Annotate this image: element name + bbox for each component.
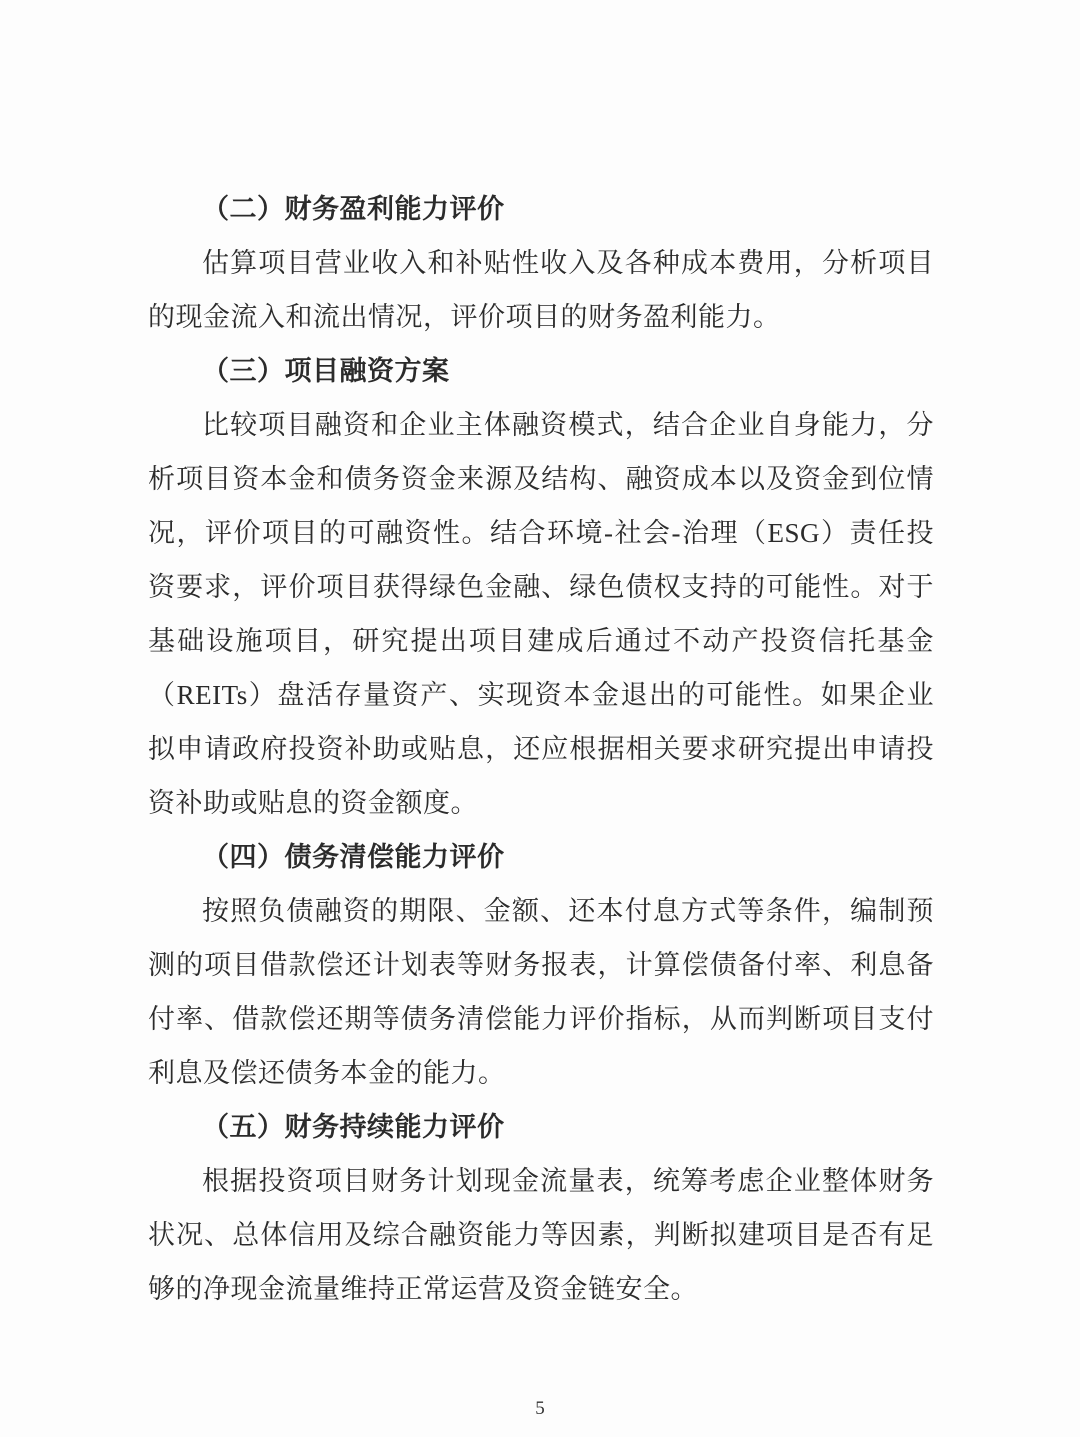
section-heading: （三）项目融资方案: [202, 356, 450, 386]
page-number: 5: [535, 1398, 545, 1419]
section-financial-sustainability: [148, 1100, 934, 1316]
section-heading: （二）财务盈利能力评价: [202, 194, 505, 224]
section-paragraph: 按照负债融资的期限、金额、还本付息方式等条件，编制预测的项目借款偿还计划表等财务报表，计算偿债备付率、利息备付率、借款偿还期等债务清偿能力评价指标，从而判断项目支付利息及偿还债务本金的能力。: [148, 896, 934, 1088]
section-heading: （四）债务清偿能力评价: [202, 842, 505, 872]
section-financial-profitability: [148, 182, 934, 344]
section-paragraph: 比较项目融资和企业主体融资模式，结合企业自身能力，分析项目资本金和债务资金来源及结构、融资成本以及资金到位情况，评价项目的可融资性。结合环境-社会-治理（ESG）责任投资要求，评价项目获得绿色金融、绿色债权支持的可能性。对于基础设施项目，研究提出项目建成后通过不动产投资信托基金（REITs）盘活存量资产、实现资本金退出的可能性。如果企业拟申请政府投资补助或贴息，还应根据相关要求研究提出申请投资补助或贴息的资金额度。: [148, 410, 934, 818]
section-debt-repayment-capacity: [148, 830, 934, 1100]
section-paragraph: 根据投资项目财务计划现金流量表，统筹考虑企业整体财务状况、总体信用及综合融资能力等因素，判断拟建项目是否有足够的净现金流量维持正常运营及资金链安全。: [148, 1166, 934, 1304]
section-heading: （五）财务持续能力评价: [202, 1112, 505, 1142]
section-project-financing-plan: [148, 344, 934, 830]
section-paragraph: 估算项目营业收入和补贴性收入及各种成本费用，分析项目的现金流入和流出情况，评价项目的财务盈利能力。: [148, 248, 934, 332]
document-body: [148, 182, 934, 1316]
